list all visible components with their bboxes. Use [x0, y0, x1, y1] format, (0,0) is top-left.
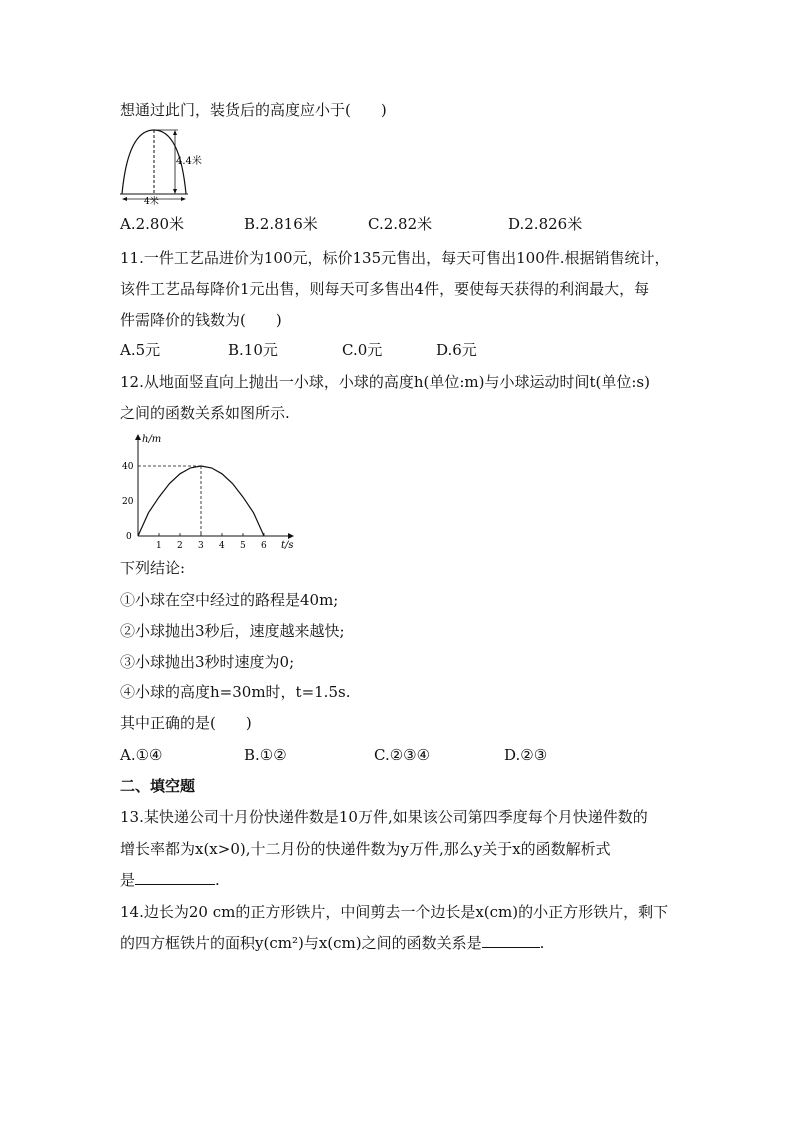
x-tick-label: 4 — [219, 541, 225, 551]
q14-prefix: 的四方框铁片的面积y(cm²)与x(cm)之间的函数关系是 — [120, 934, 482, 952]
y-axis-arrow — [135, 434, 141, 440]
q12-statement-1: ①小球在空中经过的路程是40m; — [120, 591, 339, 609]
q12-option-b: B.①② — [244, 746, 287, 764]
x-axis-arrow — [288, 533, 294, 539]
arch-height-label: 4.4米 — [176, 156, 202, 167]
q11-line-2: 该件工艺品每降价1元出售，则每天可多售出4件，要使每天获得的利润最大，每 — [120, 280, 650, 298]
q12-question: 其中正确的是( ) — [120, 714, 252, 732]
q13-prefix: 是 — [120, 871, 136, 889]
q13-suffix: . — [215, 871, 220, 889]
q12-statement-4: ④小球的高度h=30m时，t=1.5s. — [120, 683, 351, 701]
q11-option-b: B.10元 — [228, 341, 278, 359]
q11-option-a: A.5元 — [120, 341, 161, 359]
q12-statement-2: ②小球抛出3秒后，速度越来越快; — [120, 622, 345, 640]
x-tick-label: 2 — [177, 541, 183, 551]
y-axis-label: h/m — [142, 434, 162, 445]
q12-statements-intro: 下列结论: — [120, 559, 186, 577]
q13-line-1: 13.某快递公司十月份快递件数是10万件,如果该公司第四季度每个月快递件数的 — [120, 808, 648, 826]
y-tick-label: 20 — [122, 497, 134, 507]
q11-line-1: 11.一件工艺品进价为100元，标价135元售出，每天可售出100件.根据销售统计， — [120, 249, 670, 267]
q11-option-d: D.6元 — [436, 341, 477, 359]
q12-line-2: 之间的函数关系如图所示. — [120, 404, 290, 422]
q10-option-b: B.2.816米 — [244, 215, 318, 233]
q12-option-d: D.②③ — [504, 746, 548, 764]
q13-answer-blank[interactable] — [135, 870, 215, 885]
q10-option-c: C.2.82米 — [368, 215, 433, 233]
x-tick-label: 3 — [198, 541, 204, 551]
q14-answer-blank[interactable] — [482, 933, 540, 948]
q14-line-2 — [120, 933, 544, 953]
q11-option-c: C.0元 — [342, 341, 383, 359]
q13-line-3 — [120, 870, 220, 890]
q14-line-1: 14.边长为20 cm的正方形铁片，中间剪去一个边长是x(cm)的小正方形铁片，剩下 — [120, 903, 669, 921]
x-axis-label: t/s — [281, 540, 294, 551]
y-tick-label: 40 — [122, 462, 134, 472]
x-tick-label: 1 — [156, 541, 162, 551]
q11-line-3: 件需降价的钱数为( ) — [120, 311, 282, 329]
q12-option-a: A.①④ — [120, 746, 163, 764]
arch-width-label: 4米 — [144, 197, 159, 206]
q12-line-1: 12.从地面竖直向上抛出一小球，小球的高度h(单位:m)与小球运动时间t(单位:s) — [120, 373, 650, 391]
q12-statement-3: ③小球抛出3秒时速度为0; — [120, 653, 295, 671]
q10-arch-figure — [118, 126, 208, 206]
q10-stem: 想通过此门，装货后的高度应小于( ) — [120, 101, 387, 119]
q13-line-2: 增长率都为x(x>0),十二月份的快递件数为y万件,那么y关于x的函数解析式 — [120, 840, 611, 858]
q12-option-c: C.②③④ — [374, 746, 431, 764]
q14-suffix: . — [539, 934, 545, 952]
section-title: 二、填空题 — [120, 777, 196, 795]
q10-option-a: A.2.80米 — [120, 215, 184, 233]
y-tick-label: 0 — [126, 532, 132, 542]
x-tick-label: 6 — [261, 541, 267, 551]
q12-height-time-chart — [118, 428, 308, 554]
x-tick-label: 5 — [240, 541, 246, 551]
q10-option-d: D.2.826米 — [508, 215, 583, 233]
